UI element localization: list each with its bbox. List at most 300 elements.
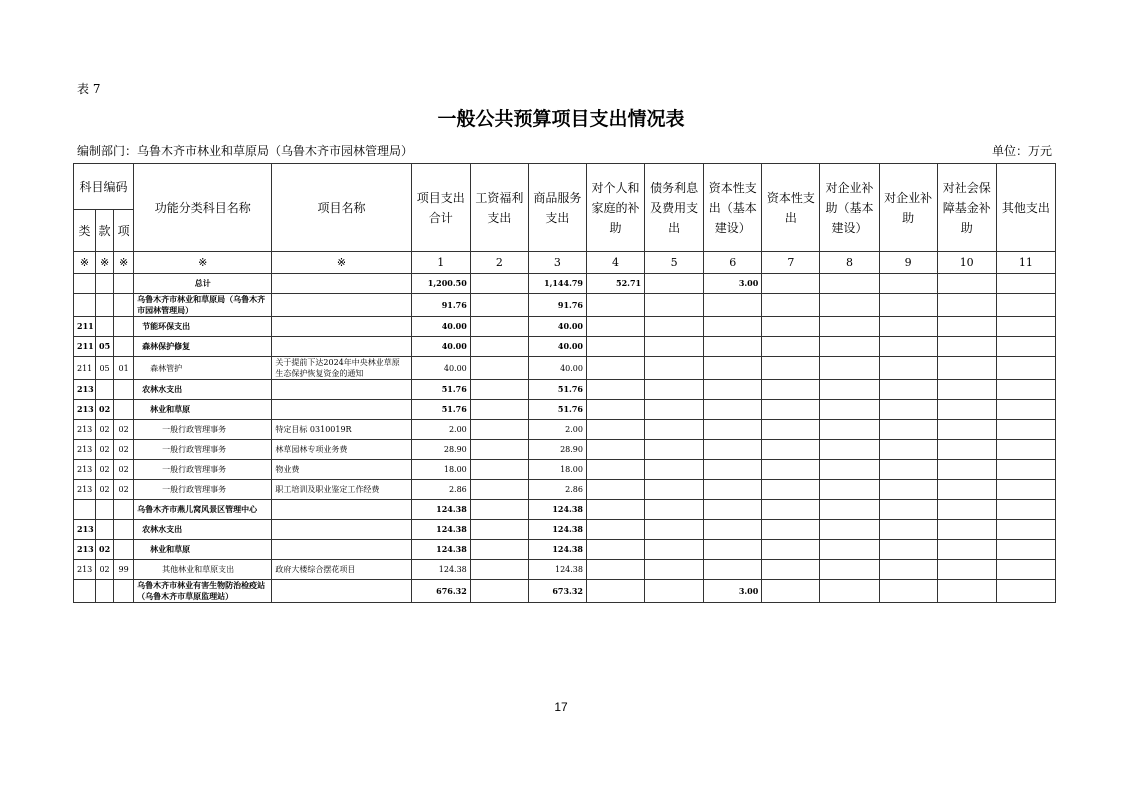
value-cell xyxy=(586,400,644,420)
code-kuan-cell xyxy=(96,520,114,540)
value-cell xyxy=(645,400,704,420)
code-xiang-cell xyxy=(114,520,134,540)
code-lei-cell: 213 xyxy=(74,400,96,420)
value-cell xyxy=(879,460,937,480)
index-cell: 10 xyxy=(937,252,996,274)
index-cell: 4 xyxy=(586,252,644,274)
value-cell xyxy=(762,480,820,500)
code-lei-cell: 211 xyxy=(74,317,96,337)
department-label: 编制部门：乌鲁木齐市林业和草原局（乌鲁木齐市园林管理局） xyxy=(77,144,414,158)
value-cell xyxy=(762,337,820,357)
func-name-cell: 一般行政管理事务 xyxy=(134,480,272,500)
value-cell xyxy=(586,520,644,540)
value-cell xyxy=(470,317,528,337)
header-lei: 类 xyxy=(74,210,96,252)
value-cell xyxy=(820,400,879,420)
value-cell xyxy=(645,560,704,580)
value-cell xyxy=(937,440,996,460)
value-cell xyxy=(996,500,1055,520)
value-cell xyxy=(704,440,762,460)
value-cell xyxy=(937,460,996,480)
index-cell: 3 xyxy=(528,252,586,274)
header-kuan: 款 xyxy=(96,210,114,252)
code-xiang-cell: 02 xyxy=(114,460,134,480)
project-name-cell: 政府大楼综合摆花项目 xyxy=(272,560,411,580)
func-name-cell: 一般行政管理事务 xyxy=(134,460,272,480)
value-cell: 28.90 xyxy=(528,440,586,460)
code-lei-cell: 213 xyxy=(74,520,96,540)
value-cell: 18.00 xyxy=(411,460,470,480)
value-cell xyxy=(704,420,762,440)
code-lei-cell: 213 xyxy=(74,540,96,560)
project-name-cell xyxy=(272,337,411,357)
value-cell: 2.86 xyxy=(411,480,470,500)
value-cell xyxy=(937,317,996,337)
value-cell xyxy=(645,380,704,400)
table-row xyxy=(74,480,1056,500)
code-xiang-cell xyxy=(114,274,134,294)
project-name-cell xyxy=(272,380,411,400)
code-lei-cell xyxy=(74,274,96,294)
value-cell: 124.38 xyxy=(411,540,470,560)
value-cell: 3.00 xyxy=(704,580,762,603)
value-cell: 40.00 xyxy=(411,337,470,357)
value-cell xyxy=(879,440,937,460)
header-col5: 债务利息及费用支出 xyxy=(645,164,704,252)
code-kuan-cell xyxy=(96,580,114,603)
value-cell: 124.38 xyxy=(528,560,586,580)
value-cell xyxy=(704,560,762,580)
index-cell: 11 xyxy=(996,252,1055,274)
value-cell: 1,200.50 xyxy=(411,274,470,294)
value-cell: 18.00 xyxy=(528,460,586,480)
value-cell xyxy=(586,294,644,317)
value-cell xyxy=(645,580,704,603)
value-cell xyxy=(937,580,996,603)
value-cell xyxy=(996,420,1055,440)
value-cell xyxy=(762,317,820,337)
code-kuan-cell: 05 xyxy=(96,337,114,357)
index-cell: 1 xyxy=(411,252,470,274)
value-cell xyxy=(996,440,1055,460)
table-row xyxy=(74,357,1056,380)
value-cell xyxy=(879,420,937,440)
value-cell xyxy=(820,580,879,603)
value-cell xyxy=(820,380,879,400)
value-cell xyxy=(645,440,704,460)
value-cell xyxy=(586,540,644,560)
value-cell xyxy=(937,520,996,540)
value-cell xyxy=(820,520,879,540)
code-lei-cell: 211 xyxy=(74,337,96,357)
table-row xyxy=(74,520,1056,540)
value-cell: 124.38 xyxy=(411,520,470,540)
header-project-name: 项目名称 xyxy=(272,164,411,252)
value-cell xyxy=(762,520,820,540)
project-name-cell: 关于提前下达2024年中央林业草原生态保护恢复资金的通知 xyxy=(272,357,411,380)
project-name-cell xyxy=(272,520,411,540)
func-name-cell: 一般行政管理事务 xyxy=(134,420,272,440)
value-cell xyxy=(645,317,704,337)
value-cell xyxy=(996,317,1055,337)
project-name-cell xyxy=(272,500,411,520)
value-cell xyxy=(470,500,528,520)
value-cell xyxy=(645,294,704,317)
value-cell xyxy=(586,460,644,480)
value-cell xyxy=(937,420,996,440)
value-cell: 2.86 xyxy=(528,480,586,500)
page-number: 17 xyxy=(554,700,568,714)
value-cell xyxy=(996,560,1055,580)
value-cell xyxy=(470,380,528,400)
func-name-cell: 乌鲁木齐市林业和草原局（乌鲁木齐市园林管理局） xyxy=(134,294,272,317)
func-name-cell: 林业和草原 xyxy=(134,540,272,560)
index-cell: ※ xyxy=(272,252,411,274)
value-cell: 124.38 xyxy=(528,520,586,540)
value-cell xyxy=(762,400,820,420)
value-cell xyxy=(470,440,528,460)
func-name-cell: 一般行政管理事务 xyxy=(134,440,272,460)
value-cell xyxy=(645,500,704,520)
value-cell xyxy=(704,317,762,337)
value-cell xyxy=(762,274,820,294)
value-cell xyxy=(704,294,762,317)
table-row xyxy=(74,274,1056,294)
value-cell xyxy=(762,420,820,440)
value-cell xyxy=(762,440,820,460)
value-cell xyxy=(586,480,644,500)
value-cell xyxy=(879,274,937,294)
value-cell xyxy=(820,357,879,380)
value-cell xyxy=(820,274,879,294)
index-cell: ※ xyxy=(114,252,134,274)
index-cell: ※ xyxy=(134,252,272,274)
table-row xyxy=(74,380,1056,400)
index-cell: 5 xyxy=(645,252,704,274)
table-row xyxy=(74,420,1056,440)
value-cell xyxy=(762,560,820,580)
value-cell xyxy=(937,294,996,317)
value-cell xyxy=(996,337,1055,357)
code-lei-cell xyxy=(74,500,96,520)
value-cell: 124.38 xyxy=(411,500,470,520)
value-cell xyxy=(645,357,704,380)
value-cell xyxy=(470,560,528,580)
value-cell: 124.38 xyxy=(411,560,470,580)
value-cell xyxy=(586,380,644,400)
code-kuan-cell: 02 xyxy=(96,540,114,560)
value-cell: 52.71 xyxy=(586,274,644,294)
value-cell: 51.76 xyxy=(411,400,470,420)
value-cell xyxy=(704,380,762,400)
value-cell xyxy=(937,337,996,357)
table-label: 表 7 xyxy=(77,82,101,96)
code-xiang-cell: 01 xyxy=(114,357,134,380)
value-cell xyxy=(937,540,996,560)
func-name-cell: 农林水支出 xyxy=(134,520,272,540)
value-cell xyxy=(470,580,528,603)
code-kuan-cell xyxy=(96,500,114,520)
table-row xyxy=(74,580,1056,603)
value-cell xyxy=(879,560,937,580)
index-cell: 9 xyxy=(879,252,937,274)
code-kuan-cell xyxy=(96,380,114,400)
value-cell xyxy=(470,400,528,420)
value-cell: 40.00 xyxy=(528,337,586,357)
code-lei-cell: 213 xyxy=(74,560,96,580)
value-cell xyxy=(704,357,762,380)
value-cell xyxy=(470,357,528,380)
value-cell xyxy=(820,480,879,500)
header-func-name: 功能分类科目名称 xyxy=(134,164,272,252)
value-cell: 51.76 xyxy=(528,380,586,400)
value-cell xyxy=(762,357,820,380)
value-cell xyxy=(704,540,762,560)
func-name-cell: 节能环保支出 xyxy=(134,317,272,337)
code-kuan-cell xyxy=(96,317,114,337)
code-xiang-cell xyxy=(114,294,134,317)
value-cell xyxy=(820,500,879,520)
header-col2: 工资福利支出 xyxy=(470,164,528,252)
value-cell xyxy=(586,337,644,357)
header-col11: 其他支出 xyxy=(996,164,1055,252)
project-name-cell xyxy=(272,294,411,317)
project-name-cell xyxy=(272,317,411,337)
code-xiang-cell: 02 xyxy=(114,440,134,460)
value-cell xyxy=(586,560,644,580)
value-cell xyxy=(937,274,996,294)
header-col4: 对个人和家庭的补助 xyxy=(586,164,644,252)
value-cell xyxy=(645,460,704,480)
value-cell: 51.76 xyxy=(528,400,586,420)
project-name-cell xyxy=(272,580,411,603)
table-row xyxy=(74,400,1056,420)
table-row xyxy=(74,540,1056,560)
value-cell xyxy=(470,294,528,317)
func-name-cell: 林业和草原 xyxy=(134,400,272,420)
value-cell xyxy=(820,560,879,580)
index-cell: ※ xyxy=(74,252,96,274)
index-cell: 6 xyxy=(704,252,762,274)
code-lei-cell: 213 xyxy=(74,480,96,500)
value-cell xyxy=(820,460,879,480)
code-lei-cell: 211 xyxy=(74,357,96,380)
value-cell xyxy=(937,480,996,500)
value-cell: 28.90 xyxy=(411,440,470,460)
value-cell xyxy=(996,520,1055,540)
table-row xyxy=(74,500,1056,520)
code-kuan-cell: 02 xyxy=(96,400,114,420)
value-cell xyxy=(996,357,1055,380)
code-kuan-cell: 05 xyxy=(96,357,114,380)
value-cell: 40.00 xyxy=(411,357,470,380)
value-cell: 673.32 xyxy=(528,580,586,603)
code-kuan-cell: 02 xyxy=(96,560,114,580)
project-name-cell xyxy=(272,540,411,560)
code-lei-cell xyxy=(74,294,96,317)
value-cell xyxy=(820,420,879,440)
code-xiang-cell xyxy=(114,400,134,420)
value-cell xyxy=(879,580,937,603)
project-name-cell: 林草园林专项业务费 xyxy=(272,440,411,460)
code-kuan-cell xyxy=(96,274,114,294)
value-cell xyxy=(820,294,879,317)
value-cell xyxy=(762,460,820,480)
code-lei-cell: 213 xyxy=(74,460,96,480)
value-cell xyxy=(996,480,1055,500)
code-lei-cell xyxy=(74,580,96,603)
table-row xyxy=(74,560,1056,580)
value-cell xyxy=(470,274,528,294)
value-cell xyxy=(879,500,937,520)
value-cell xyxy=(470,540,528,560)
code-xiang-cell xyxy=(114,500,134,520)
func-name-cell: 森林管护 xyxy=(134,357,272,380)
value-cell xyxy=(586,357,644,380)
value-cell xyxy=(762,500,820,520)
code-kuan-cell: 02 xyxy=(96,420,114,440)
value-cell xyxy=(937,357,996,380)
value-cell: 3.00 xyxy=(704,274,762,294)
value-cell xyxy=(704,500,762,520)
value-cell: 2.00 xyxy=(528,420,586,440)
project-name-cell: 物业费 xyxy=(272,460,411,480)
value-cell xyxy=(996,380,1055,400)
value-cell xyxy=(879,520,937,540)
value-cell xyxy=(470,460,528,480)
value-cell xyxy=(470,420,528,440)
code-lei-cell: 213 xyxy=(74,380,96,400)
value-cell xyxy=(586,500,644,520)
index-cell: ※ xyxy=(96,252,114,274)
value-cell xyxy=(645,520,704,540)
func-name-cell: 乌鲁木齐市燕儿窝风景区管理中心 xyxy=(134,500,272,520)
value-cell: 40.00 xyxy=(528,317,586,337)
header-col10: 对社会保障基金补助 xyxy=(937,164,996,252)
value-cell: 676.32 xyxy=(411,580,470,603)
code-xiang-cell xyxy=(114,317,134,337)
header-col9: 对企业补助 xyxy=(879,164,937,252)
code-kuan-cell xyxy=(96,294,114,317)
project-name-cell xyxy=(272,400,411,420)
table-row xyxy=(74,317,1056,337)
value-cell xyxy=(762,540,820,560)
value-cell xyxy=(586,420,644,440)
table-row xyxy=(74,337,1056,357)
value-cell xyxy=(937,560,996,580)
value-cell xyxy=(820,440,879,460)
value-cell xyxy=(762,580,820,603)
value-cell xyxy=(470,520,528,540)
value-cell xyxy=(996,460,1055,480)
func-name-cell: 其他林业和草原支出 xyxy=(134,560,272,580)
table-row xyxy=(74,440,1056,460)
value-cell xyxy=(996,294,1055,317)
value-cell xyxy=(820,337,879,357)
value-cell xyxy=(762,294,820,317)
header-col6: 资本性支出（基本建设） xyxy=(704,164,762,252)
code-xiang-cell xyxy=(114,540,134,560)
index-cell: 7 xyxy=(762,252,820,274)
table-row xyxy=(74,460,1056,480)
header-col8: 对企业补助（基本建设） xyxy=(820,164,879,252)
code-kuan-cell: 02 xyxy=(96,440,114,460)
value-cell xyxy=(937,500,996,520)
value-cell xyxy=(996,400,1055,420)
header-col1: 项目支出合计 xyxy=(411,164,470,252)
header-col7: 资本性支出 xyxy=(762,164,820,252)
value-cell xyxy=(586,580,644,603)
value-cell: 51.76 xyxy=(411,380,470,400)
value-cell: 1,144.79 xyxy=(528,274,586,294)
value-cell xyxy=(704,460,762,480)
value-cell xyxy=(704,520,762,540)
value-cell xyxy=(879,400,937,420)
value-cell: 40.00 xyxy=(528,357,586,380)
value-cell xyxy=(996,540,1055,560)
code-xiang-cell: 02 xyxy=(114,480,134,500)
value-cell: 91.76 xyxy=(411,294,470,317)
header-col3: 商品服务支出 xyxy=(528,164,586,252)
project-name-cell: 特定目标 0310019R xyxy=(272,420,411,440)
budget-table xyxy=(73,163,1056,603)
header-code-group: 科目编码 xyxy=(74,164,134,210)
value-cell xyxy=(704,337,762,357)
func-name-cell: 农林水支出 xyxy=(134,380,272,400)
value-cell xyxy=(645,420,704,440)
value-cell xyxy=(996,580,1055,603)
value-cell xyxy=(937,400,996,420)
code-kuan-cell: 02 xyxy=(96,460,114,480)
table-body xyxy=(74,274,1056,603)
value-cell xyxy=(820,317,879,337)
func-name-cell: 森林保护修复 xyxy=(134,337,272,357)
func-name-cell: 乌鲁木齐市林业有害生物防治检疫站（乌鲁木齐市草原监理站） xyxy=(134,580,272,603)
index-cell: 8 xyxy=(820,252,879,274)
index-cell: 2 xyxy=(470,252,528,274)
value-cell: 124.38 xyxy=(528,540,586,560)
code-xiang-cell xyxy=(114,337,134,357)
code-xiang-cell: 02 xyxy=(114,420,134,440)
code-lei-cell: 213 xyxy=(74,420,96,440)
value-cell xyxy=(586,317,644,337)
value-cell: 2.00 xyxy=(411,420,470,440)
value-cell xyxy=(470,480,528,500)
value-cell xyxy=(645,337,704,357)
unit-label: 单位：万元 xyxy=(991,144,1052,158)
value-cell xyxy=(645,480,704,500)
value-cell xyxy=(820,540,879,560)
value-cell xyxy=(879,380,937,400)
code-lei-cell: 213 xyxy=(74,440,96,460)
value-cell xyxy=(996,274,1055,294)
code-xiang-cell xyxy=(114,580,134,603)
code-xiang-cell xyxy=(114,380,134,400)
value-cell: 91.76 xyxy=(528,294,586,317)
value-cell xyxy=(879,294,937,317)
project-name-cell xyxy=(272,274,411,294)
project-name-cell: 职工培训及职业鉴定工作经费 xyxy=(272,480,411,500)
value-cell xyxy=(470,337,528,357)
value-cell xyxy=(762,380,820,400)
table-row xyxy=(74,294,1056,317)
value-cell xyxy=(879,337,937,357)
func-name-cell: 总计 xyxy=(134,274,272,294)
value-cell xyxy=(937,380,996,400)
value-cell xyxy=(704,480,762,500)
header-xiang: 项 xyxy=(114,210,134,252)
value-cell xyxy=(879,480,937,500)
